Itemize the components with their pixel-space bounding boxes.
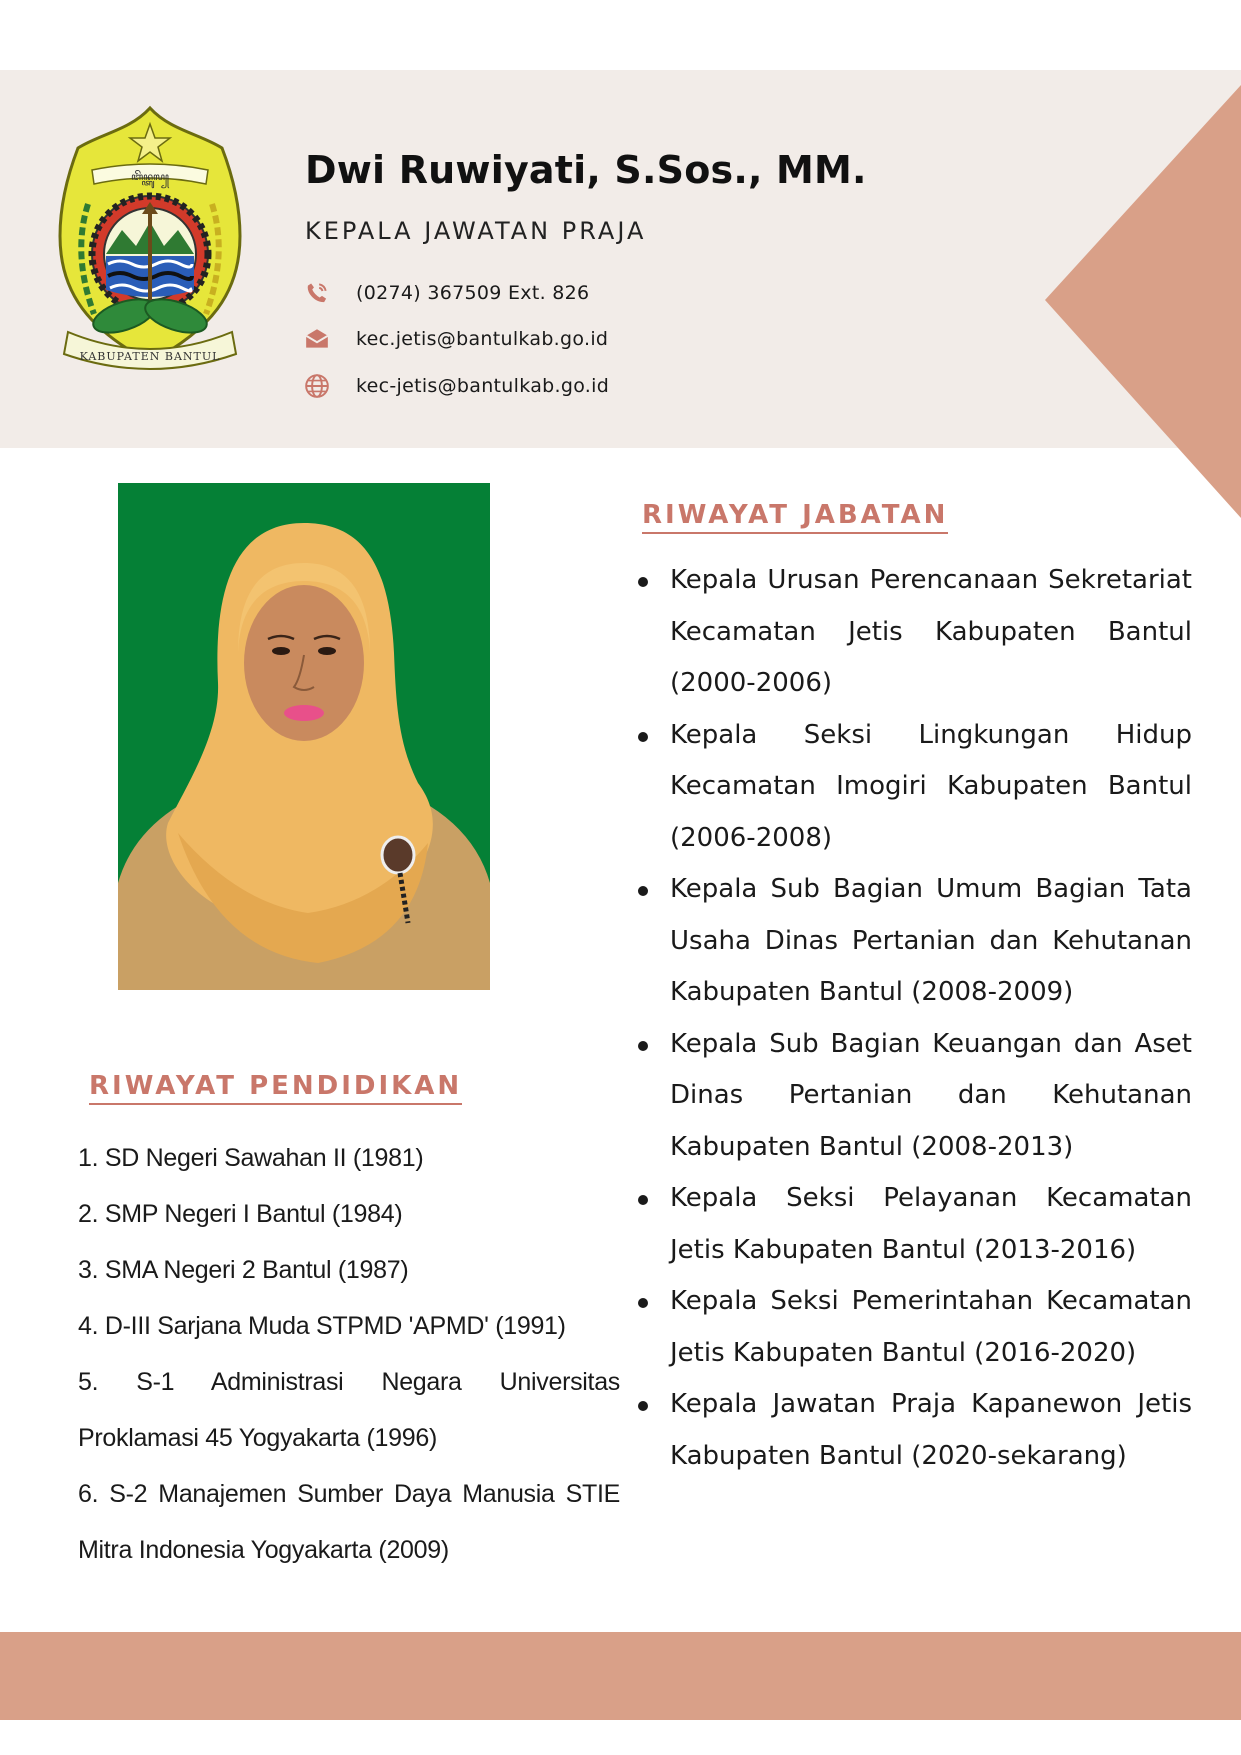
- mail-icon: [304, 326, 330, 352]
- list-item: Kepala Seksi Pemerintahan Kecamatan Jetis Kabupaten Bantul (2016-2020): [636, 1276, 1192, 1379]
- logo-ribbon-text: KABUPATEN BANTUL: [79, 350, 221, 363]
- footer-band: [0, 1632, 1241, 1720]
- section-title-jabatan: RIWAYAT JABATAN: [642, 500, 948, 534]
- list-item: 4. D-III Sarjana Muda STPMD 'APMD' (1991): [78, 1312, 566, 1340]
- contact-phone-text: (0274) 367509 Ext. 826: [356, 282, 590, 304]
- list-item: 2. SMP Negeri I Bantul (1984): [78, 1200, 403, 1228]
- portrait-photo: [118, 483, 490, 990]
- person-position: KEPALA JAWATAN PRAJA: [305, 217, 647, 245]
- contact-website[interactable]: [304, 371, 609, 401]
- list-item: 5. S-1 Administrasi Negara Universitas Proklamasi 45 Yogyakarta (1996): [78, 1368, 620, 1452]
- list-item: 3. SMA Negeri 2 Bantul (1987): [78, 1256, 409, 1284]
- list-item: 1. SD Negeri Sawahan II (1981): [78, 1144, 424, 1172]
- list-item: Kepala Sub Bagian Keuangan dan Aset Dinas Pertanian dan Kehutanan Kabupaten Bantul (2008-2013): [636, 1019, 1192, 1174]
- list-item: Kepala Urusan Perencanaan Sekretariat Kecamatan Jetis Kabupaten Bantul (2000-2006): [636, 555, 1192, 710]
- section-title-pendidikan: RIWAYAT PENDIDIKAN: [89, 1071, 462, 1105]
- list-item: Kepala Sub Bagian Umum Bagian Tata Usaha Dinas Pertanian dan Kehutanan Kabupaten Bantul (2008-2009): [636, 864, 1192, 1019]
- position-history-list: [636, 555, 1192, 1482]
- contact-website-text[interactable]: kec-jetis@bantulkab.go.id: [356, 375, 610, 397]
- list-item: Kepala Seksi Pelayanan Kecamatan Jetis Kabupaten Bantul (2013-2016): [636, 1173, 1192, 1276]
- contact-email-text[interactable]: kec.jetis@bantulkab.go.id: [356, 328, 609, 350]
- contact-phone: [304, 278, 589, 308]
- kabupaten-bantul-emblem-icon: [50, 104, 250, 382]
- phone-icon: [304, 280, 330, 306]
- logo-script-text: ꦧꦼꦤ꧀ꦠꦸꦭ꧀: [131, 172, 169, 183]
- list-item: Kepala Seksi Lingkungan Hidup Kecamatan Imogiri Kabupaten Bantul (2006-2008): [636, 710, 1192, 865]
- education-list: [78, 1130, 620, 1578]
- globe-icon: [304, 373, 330, 399]
- contact-email[interactable]: [304, 324, 608, 354]
- person-name: Dwi Ruwiyati, S.Sos., MM.: [305, 148, 867, 192]
- list-item: Kepala Jawatan Praja Kapanewon Jetis Kabupaten Bantul (2020-sekarang): [636, 1379, 1192, 1482]
- list-item: 6. S-2 Manajemen Sumber Daya Manusia STIE Mitra Indonesia Yogyakarta (2009): [78, 1480, 620, 1564]
